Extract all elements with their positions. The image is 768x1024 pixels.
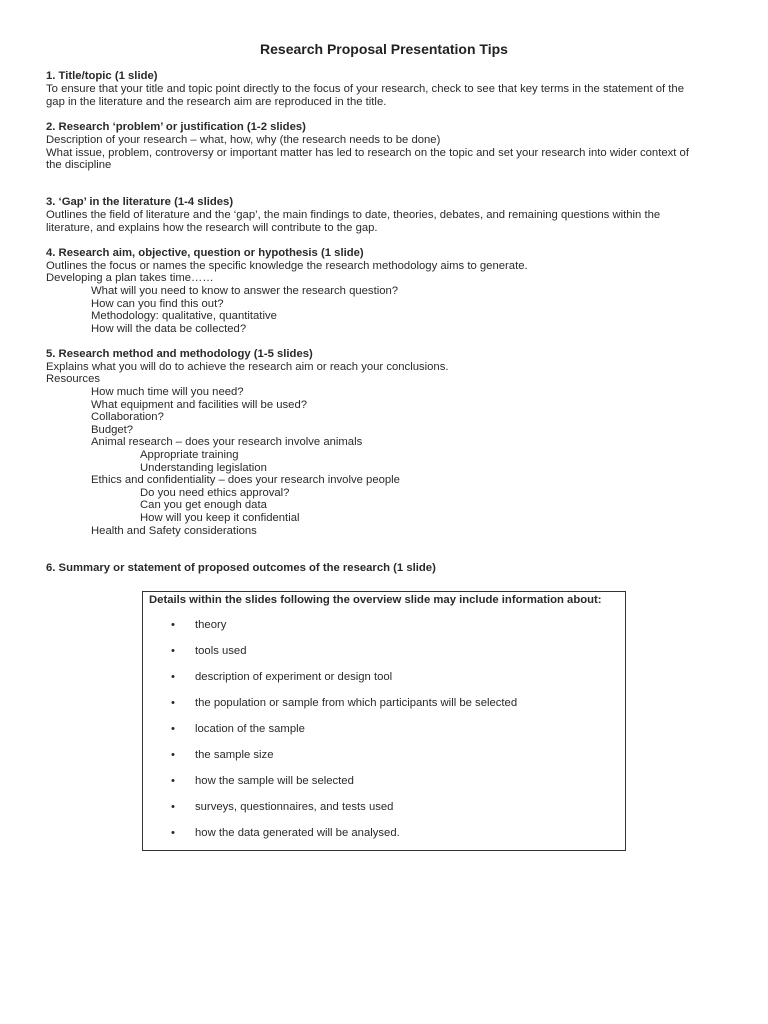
section-6-heading: 6. Summary or statement of proposed outcomes of the research (1 slide) (46, 562, 436, 574)
section-4-subitem: What will you need to know to answer the research question? (91, 285, 399, 297)
section-4-subitem: Methodology: qualitative, quantitative (91, 310, 277, 322)
list-item-text: how the sample will be selected (195, 775, 354, 787)
list-item-text: description of experiment or design tool (195, 671, 393, 683)
section-4-text-line: Developing a plan takes time…… (46, 272, 214, 284)
section-2-text-line: the discipline (46, 159, 112, 171)
list-item-text: theory (195, 619, 227, 631)
section-4-subitem: How will the data be collected? (91, 323, 247, 335)
section-5-subitem: What equipment and facilities will be used? (91, 399, 308, 411)
details-box (142, 591, 626, 851)
section-5-subitem: Animal research – does your research involve animals (91, 436, 363, 448)
bullet-icon: • (171, 801, 175, 813)
section-1-heading: 1. Title/topic (1 slide) (46, 70, 158, 82)
section-5-text-line: Explains what you will do to achieve the research aim or reach your conclusions. (46, 361, 449, 373)
section-2-heading: 2. Research ‘problem’ or justification (1-2 slides) (46, 121, 306, 133)
section-3-heading: 3. ‘Gap’ in the literature (1-4 slides) (46, 196, 234, 208)
section-5-nested-item: Do you need ethics approval? (140, 487, 290, 499)
section-1-text-line: gap in the literature and the research aim are reproduced in the title. (46, 96, 387, 108)
section-5-nested-item: Appropriate training (140, 449, 239, 461)
section-2-text-line: What issue, problem, controversy or important matter has led to research on the topic and set your research into wider context of (46, 147, 689, 159)
section-5-subitem: Health and Safety considerations (91, 525, 257, 537)
bullet-icon: • (171, 723, 175, 735)
section-4-text-line: Outlines the focus or names the specific knowledge the research methodology aims to generate. (46, 260, 528, 272)
bullet-icon: • (171, 827, 175, 839)
details-box-heading: Details within the slides following the overview slide may include information about: (149, 594, 602, 606)
section-5-nested-item: How will you keep it confidential (140, 512, 300, 524)
list-item-text: location of the sample (195, 723, 305, 735)
section-5-nested-item: Can you get enough data (140, 499, 267, 511)
list-item-text: tools used (195, 645, 247, 657)
section-5-subitem: How much time will you need? (91, 386, 244, 398)
section-5-subitem: Ethics and confidentiality – does your research involve people (91, 474, 400, 486)
section-3-text-line: Outlines the field of literature and the ‘gap’, the main findings to date, theories, debates, and remaining questions within the (46, 209, 661, 221)
section-4-subitem: How can you find this out? (91, 298, 224, 310)
section-2-text-line: Description of your research – what, how, why (the research needs to be done) (46, 134, 441, 146)
list-item-text: the population or sample from which participants will be selected (195, 697, 518, 709)
list-item-text: how the data generated will be analysed. (195, 827, 400, 839)
bullet-icon: • (171, 619, 175, 631)
list-item-text: the sample size (195, 749, 274, 761)
bullet-icon: • (171, 775, 175, 787)
section-5-heading: 5. Research method and methodology (1-5 slides) (46, 348, 313, 360)
bullet-icon: • (171, 671, 175, 683)
section-5-subitem: Collaboration? (91, 411, 164, 423)
section-1-text-line: To ensure that your title and topic point directly to the focus of your research, check to see that key terms in the statement of the (46, 83, 684, 95)
page-title: Research Proposal Presentation Tips (260, 41, 508, 57)
bullet-icon: • (171, 697, 175, 709)
list-item-text: surveys, questionnaires, and tests used (195, 801, 394, 813)
section-5-text-line: Resources (46, 373, 100, 385)
section-4-heading: 4. Research aim, objective, question or hypothesis (1 slide) (46, 247, 364, 259)
bullet-icon: • (171, 749, 175, 761)
section-3-text-line: literature, and explains how the research will contribute to the gap. (46, 222, 378, 234)
section-5-nested-item: Understanding legislation (140, 462, 267, 474)
bullet-icon: • (171, 645, 175, 657)
section-5-subitem: Budget? (91, 424, 134, 436)
